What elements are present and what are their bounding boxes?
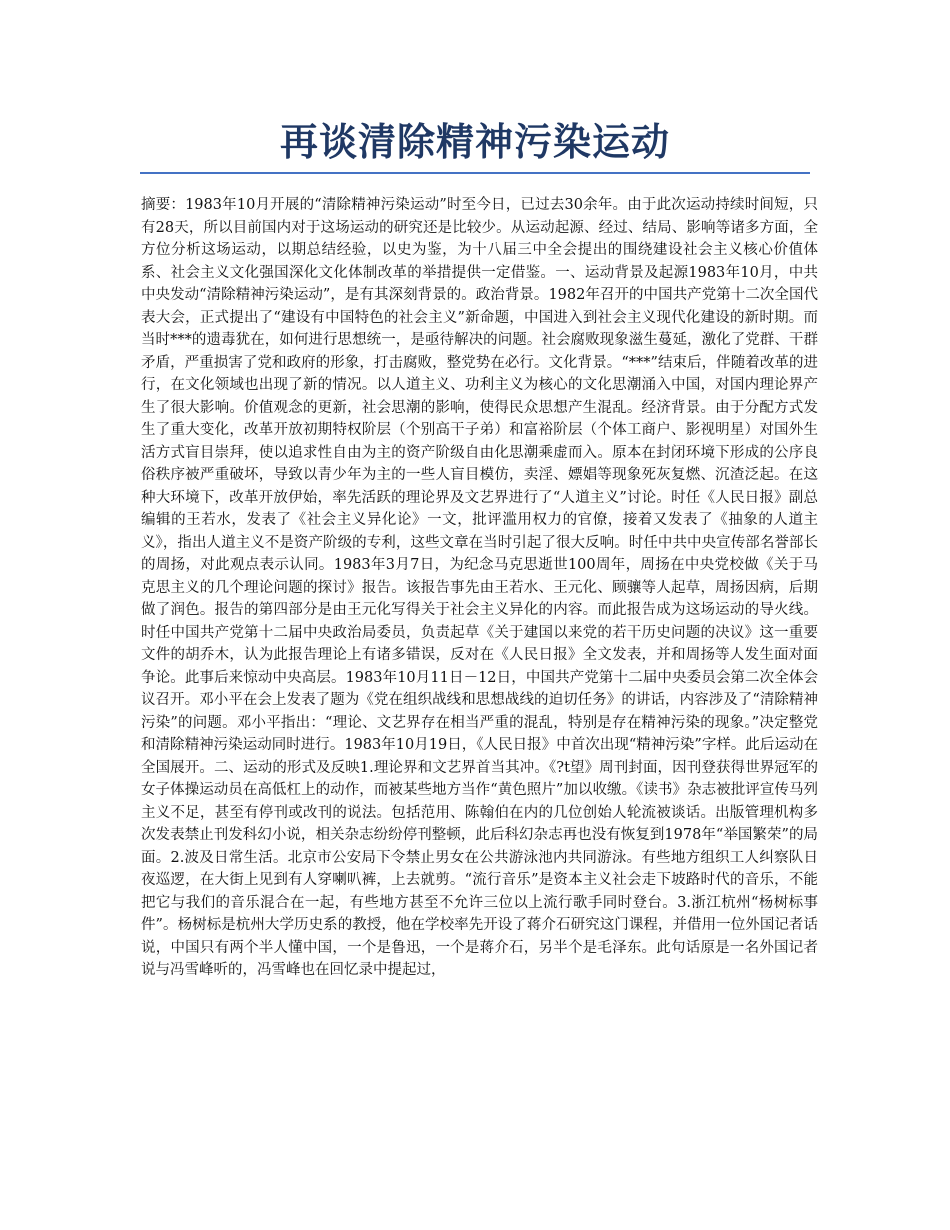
document-body: 摘要：1983年10月开展的“清除精神污染运动”时至今日，已过去30余年。由于此次运动持续时间短，只有28天，所以目前国内对于这场运动的研究还是比较少。从运动起源、经过、结局、影响等诸多方面，全方位分析这场运动，以期总结经验，以史为鉴，为十八届三中全会提出的围绕建设社会主义核心价值体系、社会主义文化强国深化文化体制改革的举措提供一定借鉴。一、运动背景及起源1983年10月，中共中央发动“清除精神污染运动”，是有其深刻背景的。政治背景。1982年召开的中国共产党第十二次全国代表大会，正式提出了“建设有中国特色的社会主义”新命题，中国进入到社会主义现代化建设的新时期。而当时***的遗毒犹在，如何进行思想统一，是亟待解决的问题。社会腐败现象滋生蔓延，激化了党群、干群矛盾，严重损害了党和政府的形象，打击腐败，整党势在必行。文化背景。“***”结束后，伴随着改革的进行，在文化领域也出现了新的情况。以人道主义、功利主义为核心的文化思潮涌入中国，对国内理论界产生了很大影响。价值观念的更新，社会思潮的影响，使得民众思想产生混乱。经济背景。由于分配方式发生了重大变化，改革开放初期特权阶层（个别高干子弟）和富裕阶层（个体工商户、影视明星）对国外生活方式盲目崇拜，使以追求性自由为主的资产阶级自由化思潮乘虚而入。原本在封闭环境下形成的公序良俗秩序被严重破坏，导致以青少年为主的一些人盲目模仿，卖淫、嫖娼等现象死灰复燃、沉渣泛起。在这种大环境下，改革开放伊始，率先活跃的理论界及文艺界进行了“人道主义”讨论。时任《人民日报》副总编辑的王若水，发表了《社会主义异化论》一文，批评滥用权力的官僚，接着又发表了《抽象的人道主义》，指出人道主义不是资产阶级的专利，这些文章在当时引起了很大反响。时任中共中央宣传部名誉部长的周扬，对此观点表示认同。1983年3月7日，为纪念马克思逝世100周年，周扬在中央党校做《关于马克思主义的几个理论问题的探讨》报告。该报告事先由王若水、王元化、顾骧等人起草，周扬因病，后期做了润色。报告的第四部分是由王元化写得关于社会主义异化的内容。而此报告成为这场运动的导火线。时任中国共产党第十二届中央政治局委员，负责起草《关于建国以来党的若干历史问题的决议》这一重要文件的胡乔木，认为此报告理论上有诸多错误，反对在《人民日报》全文发表，并和周扬等人发生面对面争论。此事后来惊动中央高层。1983年10月11日－12日，中国共产党第十二届中央委员会第二次全体会议召开。邓小平在会上发表了题为《党在组织战线和思想战线的迫切任务》的讲话，内容涉及了“清除精神污染”的问题。邓小平指出：“理论、文艺界存在相当严重的混乱，特别是存在精神污染的现象。”决定整党和清除精神污染运动同时进行。1983年10月19日，《人民日报》中首次出现“精神污染”字样。此后运动在全国展开。二、运动的形式及反映1.理论界和文艺界首当其冲。《?t望》周刊封面，因刊登获得世界冠军的女子体操运动员在高低杠上的动作，而被某些地方当作“黄色照片”加以收缴。《读书》杂志被批评宣传马列主义不足，甚至有停刊或改刊的说法。包括范用、陈翰伯在内的几位创始人轮流被谈话。出版管理机构多次发表禁止刊发科幻小说，相关杂志纷纷停刊整顿，此后科幻杂志再也没有恢复到1978年“举国繁荣”的局面。2.波及日常生活。北京市公安局下令禁止男女在公共游泳池内共同游泳。有些地方组织工人纠察队日夜巡逻，在大街上见到有人穿喇叭裤，上去就剪。“流行音乐”是资本主义社会走下坡路时代的音乐，不能把它与我们的音乐混合在一起，有些地方甚至不允许三位以上流行歌手同时登台。3.浙江杭州“杨树标事件”。杨树标是杭州大学历史系的教授，他在学校率先开设了蒋介石研究这门课程，并借用一位外国记者话说，中国只有两个半人懂中国，一个是鲁迅，一个是蒋介石，另半个是毛泽东。此句话原是一名外国记者说与冯雪峰听的，冯雪峰也在回忆录中提起过， [141,197,819,978]
document-title: 再谈清除精神污染运动 [279,120,670,164]
title-divider [140,172,810,174]
